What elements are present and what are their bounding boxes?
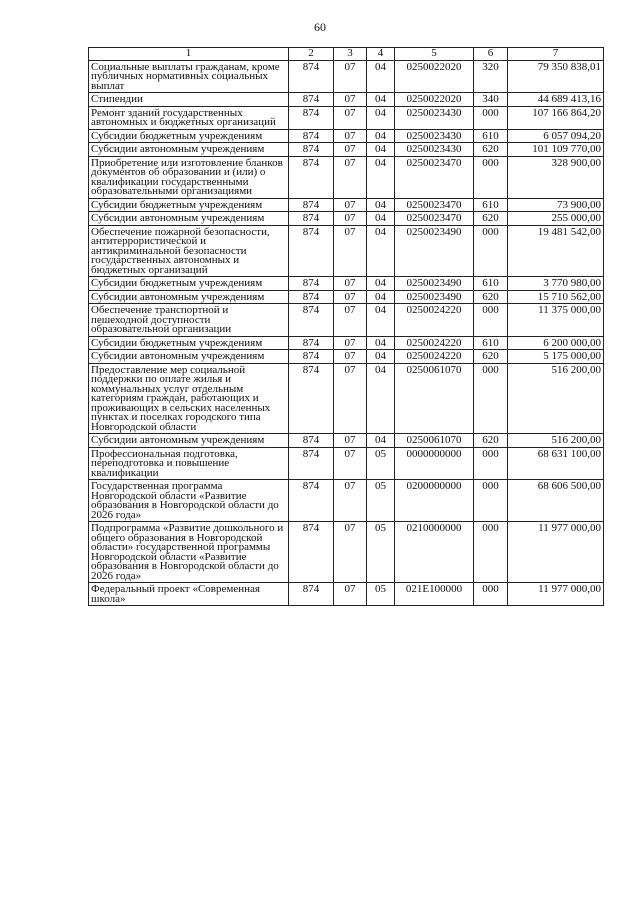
table-row (89, 480, 604, 522)
cell-amount: 44 689 413,16 (508, 93, 604, 107)
cell-target-article: 0250022020 (395, 93, 474, 107)
cell-department: 874 (289, 129, 334, 143)
cell-amount: 516 200,00 (508, 363, 604, 434)
column-header: 4 (367, 48, 395, 61)
cell-target-article: 0250023490 (395, 277, 474, 291)
cell-subsection: 04 (367, 156, 395, 198)
cell-section: 07 (334, 363, 367, 434)
table-row (89, 290, 604, 304)
cell-name: Федеральный проект «Современная школа» (89, 583, 289, 606)
cell-amount: 107 166 864,20 (508, 106, 604, 129)
cell-name: Субсидии автономным учреждениям (89, 143, 289, 157)
cell-expense-type: 000 (474, 583, 508, 606)
column-header: 3 (334, 48, 367, 61)
cell-target-article: 0250023470 (395, 198, 474, 212)
cell-department: 874 (289, 290, 334, 304)
cell-section: 07 (334, 156, 367, 198)
cell-subsection: 04 (367, 290, 395, 304)
cell-department: 874 (289, 225, 334, 277)
cell-expense-type: 610 (474, 277, 508, 291)
cell-department: 874 (289, 434, 334, 448)
cell-section: 07 (334, 198, 367, 212)
cell-section: 07 (334, 336, 367, 350)
cell-section: 07 (334, 60, 367, 93)
cell-expense-type: 320 (474, 60, 508, 93)
cell-expense-type: 000 (474, 304, 508, 337)
cell-amount: 516 200,00 (508, 434, 604, 448)
table-row (89, 60, 604, 93)
column-header: 1 (89, 48, 289, 61)
cell-department: 874 (289, 447, 334, 480)
cell-name: Обеспечение пожарной безопасности, антитеррористической и антикриминальной безопасности государственных автономных и бюджетных организаций (89, 225, 289, 277)
cell-subsection: 04 (367, 60, 395, 93)
cell-name: Субсидии автономным учреждениям (89, 212, 289, 226)
cell-name: Субсидии автономным учреждениям (89, 290, 289, 304)
cell-expense-type: 000 (474, 363, 508, 434)
cell-amount: 6 057 094,20 (508, 129, 604, 143)
cell-subsection: 04 (367, 225, 395, 277)
table-row (89, 350, 604, 364)
cell-name: Субсидии автономным учреждениям (89, 350, 289, 364)
table-row (89, 198, 604, 212)
cell-expense-type: 000 (474, 522, 508, 583)
cell-section: 07 (334, 583, 367, 606)
cell-target-article: 0250023430 (395, 106, 474, 129)
cell-target-article: 0250061070 (395, 434, 474, 448)
cell-department: 874 (289, 143, 334, 157)
cell-department: 874 (289, 212, 334, 226)
cell-subsection: 04 (367, 198, 395, 212)
cell-target-article: 0250023430 (395, 129, 474, 143)
table-row (89, 212, 604, 226)
cell-section: 07 (334, 304, 367, 337)
cell-target-article: 0250023470 (395, 212, 474, 226)
cell-amount: 79 350 838,01 (508, 60, 604, 93)
cell-department: 874 (289, 60, 334, 93)
cell-target-article: 0250061070 (395, 363, 474, 434)
cell-target-article: 0250023490 (395, 225, 474, 277)
cell-department: 874 (289, 156, 334, 198)
cell-amount: 255 000,00 (508, 212, 604, 226)
cell-name: Субсидии бюджетным учреждениям (89, 336, 289, 350)
cell-amount: 73 900,00 (508, 198, 604, 212)
cell-name: Субсидии автономным учреждениям (89, 434, 289, 448)
cell-department: 874 (289, 198, 334, 212)
table-row (89, 304, 604, 337)
cell-expense-type: 000 (474, 106, 508, 129)
cell-subsection: 04 (367, 336, 395, 350)
cell-section: 07 (334, 434, 367, 448)
cell-target-article: 021E100000 (395, 583, 474, 606)
cell-expense-type: 620 (474, 143, 508, 157)
cell-subsection: 04 (367, 212, 395, 226)
cell-subsection: 04 (367, 277, 395, 291)
cell-subsection: 04 (367, 304, 395, 337)
budget-table (88, 47, 604, 606)
cell-name: Государственная программа Новгородской области «Развитие образования в Новгородской области до 2026 года» (89, 480, 289, 522)
cell-expense-type: 610 (474, 129, 508, 143)
cell-name: Обеспечение транспортной и пешеходной доступности образовательной организации (89, 304, 289, 337)
cell-section: 07 (334, 290, 367, 304)
cell-target-article: 0250024220 (395, 304, 474, 337)
table-row (89, 447, 604, 480)
cell-target-article: 0210000000 (395, 522, 474, 583)
cell-target-article: 0250024220 (395, 336, 474, 350)
column-header: 6 (474, 48, 508, 61)
cell-amount: 101 109 770,00 (508, 143, 604, 157)
cell-section: 07 (334, 447, 367, 480)
cell-target-article: 0250023490 (395, 290, 474, 304)
cell-amount: 11 977 000,00 (508, 522, 604, 583)
cell-expense-type: 000 (474, 480, 508, 522)
table-row (89, 93, 604, 107)
cell-name: Субсидии бюджетным учреждениям (89, 198, 289, 212)
cell-department: 874 (289, 480, 334, 522)
cell-department: 874 (289, 522, 334, 583)
cell-amount: 3 770 980,00 (508, 277, 604, 291)
cell-name: Профессиональная подготовка, переподготовка и повышение квалификации (89, 447, 289, 480)
cell-department: 874 (289, 93, 334, 107)
cell-name: Предоставление мер социальной поддержки по оплате жилья и коммунальных услуг отдельным категориям граждан, работающих и проживающих в сельских населенных пунктах и поселках городского типа Новгородской области (89, 363, 289, 434)
page-number: 60 (314, 20, 326, 34)
cell-expense-type: 000 (474, 225, 508, 277)
cell-department: 874 (289, 336, 334, 350)
cell-expense-type: 610 (474, 198, 508, 212)
cell-section: 07 (334, 225, 367, 277)
cell-target-article: 0200000000 (395, 480, 474, 522)
table-row (89, 277, 604, 291)
cell-section: 07 (334, 480, 367, 522)
cell-amount: 68 631 100,00 (508, 447, 604, 480)
column-header: 7 (508, 48, 604, 61)
cell-expense-type: 620 (474, 434, 508, 448)
cell-subsection: 04 (367, 434, 395, 448)
table-row (89, 336, 604, 350)
cell-section: 07 (334, 143, 367, 157)
cell-expense-type: 340 (474, 93, 508, 107)
cell-expense-type: 620 (474, 290, 508, 304)
cell-target-article: 0250024220 (395, 350, 474, 364)
cell-name: Стипендии (89, 93, 289, 107)
column-header: 2 (289, 48, 334, 61)
cell-department: 874 (289, 106, 334, 129)
cell-name: Подпрограмма «Развитие дошкольного и общего образования в Новгородской области» государственной программы Новгородской области «Развитие образования в Новгородской области до 2026 года» (89, 522, 289, 583)
cell-amount: 68 606 500,00 (508, 480, 604, 522)
cell-department: 874 (289, 277, 334, 291)
table-row (89, 583, 604, 606)
cell-subsection: 04 (367, 143, 395, 157)
cell-amount: 6 200 000,00 (508, 336, 604, 350)
table-row (89, 225, 604, 277)
cell-department: 874 (289, 350, 334, 364)
cell-department: 874 (289, 363, 334, 434)
cell-section: 07 (334, 93, 367, 107)
cell-subsection: 05 (367, 583, 395, 606)
table-row (89, 106, 604, 129)
cell-subsection: 04 (367, 129, 395, 143)
cell-amount: 19 481 542,00 (508, 225, 604, 277)
cell-expense-type: 620 (474, 350, 508, 364)
cell-section: 07 (334, 129, 367, 143)
cell-name: Субсидии бюджетным учреждениям (89, 129, 289, 143)
cell-name: Ремонт зданий государственных автономных и бюджетных организаций (89, 106, 289, 129)
table-row (89, 363, 604, 434)
cell-name: Социальные выплаты гражданам, кроме публичных нормативных социальных выплат (89, 60, 289, 93)
table-row (89, 156, 604, 198)
table-row (89, 434, 604, 448)
cell-department: 874 (289, 583, 334, 606)
cell-section: 07 (334, 212, 367, 226)
cell-subsection: 05 (367, 522, 395, 583)
cell-subsection: 05 (367, 480, 395, 522)
cell-target-article: 0250023470 (395, 156, 474, 198)
cell-amount: 11 977 000,00 (508, 583, 604, 606)
cell-amount: 15 710 562,00 (508, 290, 604, 304)
table-row (89, 522, 604, 583)
cell-subsection: 05 (367, 447, 395, 480)
cell-expense-type: 620 (474, 212, 508, 226)
cell-amount: 328 900,00 (508, 156, 604, 198)
cell-name: Субсидии бюджетным учреждениям (89, 277, 289, 291)
column-header: 5 (395, 48, 474, 61)
table-row (89, 143, 604, 157)
cell-expense-type: 610 (474, 336, 508, 350)
cell-subsection: 04 (367, 106, 395, 129)
cell-expense-type: 000 (474, 447, 508, 480)
cell-target-article: 0250023430 (395, 143, 474, 157)
cell-section: 07 (334, 106, 367, 129)
cell-target-article: 0250022020 (395, 60, 474, 93)
cell-amount: 5 175 000,00 (508, 350, 604, 364)
cell-section: 07 (334, 277, 367, 291)
cell-subsection: 04 (367, 363, 395, 434)
cell-name: Приобретение или изготовление бланков документов об образовании и (или) о квалификации государственными образовательными организациями (89, 156, 289, 198)
table-row (89, 129, 604, 143)
cell-department: 874 (289, 304, 334, 337)
table-header-row (89, 48, 604, 61)
cell-subsection: 04 (367, 350, 395, 364)
cell-amount: 11 375 000,00 (508, 304, 604, 337)
cell-subsection: 04 (367, 93, 395, 107)
cell-section: 07 (334, 522, 367, 583)
cell-section: 07 (334, 350, 367, 364)
cell-expense-type: 000 (474, 156, 508, 198)
cell-target-article: 0000000000 (395, 447, 474, 480)
